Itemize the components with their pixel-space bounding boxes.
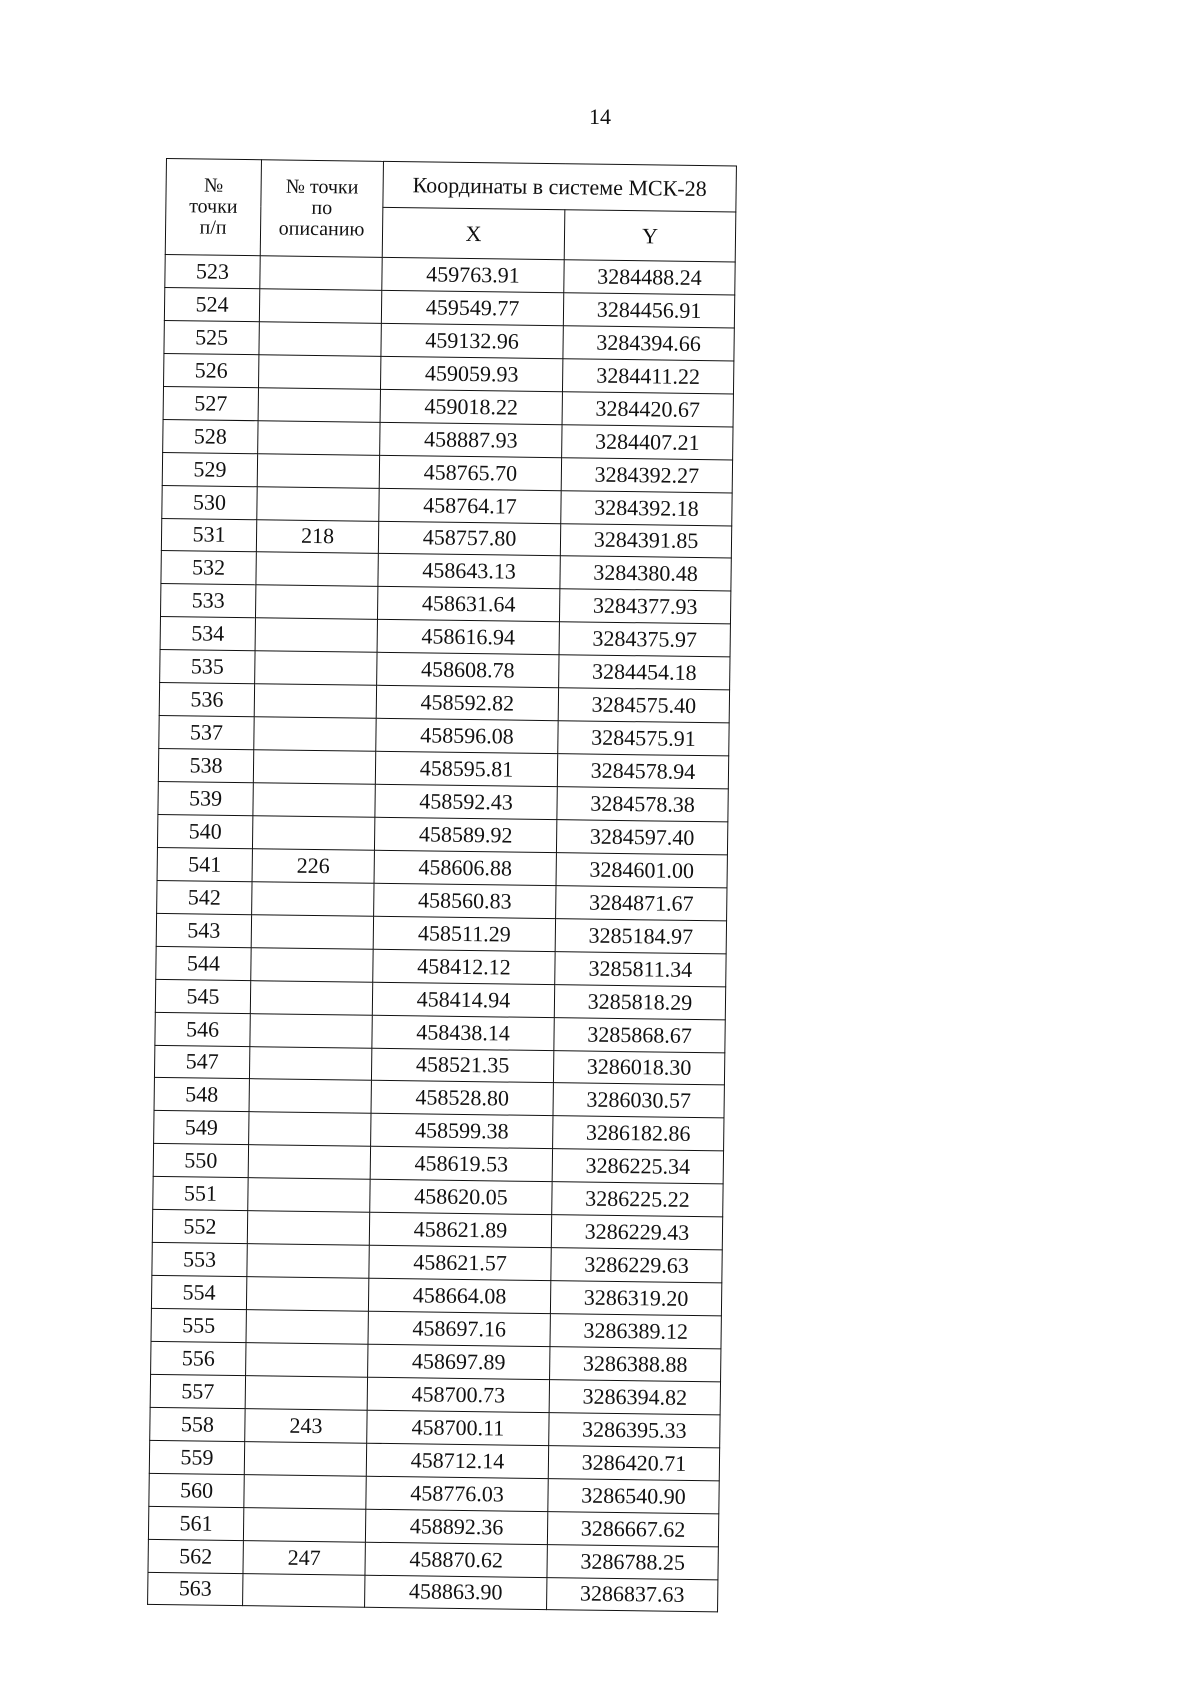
cell-description-number [258, 420, 380, 455]
cell-description-number [250, 1013, 372, 1048]
cell-x: 458887.93 [380, 422, 562, 457]
cell-y: 3286389.12 [550, 1314, 721, 1349]
cell-y: 3284575.40 [558, 688, 729, 723]
cell-y: 3285818.29 [554, 984, 725, 1019]
cell-description-number [245, 1376, 367, 1411]
cell-description-number [246, 1277, 368, 1312]
cell-y: 3284377.93 [559, 589, 730, 624]
cell-x: 458592.82 [376, 685, 558, 720]
cell-x: 458528.80 [371, 1081, 553, 1116]
cell-description-number [249, 1046, 371, 1081]
cell-point-number: 524 [164, 287, 259, 321]
cell-description-number [248, 1178, 370, 1213]
cell-x: 459059.93 [380, 356, 562, 391]
cell-description-number [253, 783, 375, 818]
cell-y: 3284871.67 [556, 885, 727, 920]
cell-x: 458595.81 [375, 751, 557, 786]
cell-description-number [249, 1079, 371, 1114]
cell-y: 3284454.18 [559, 655, 730, 690]
cell-x: 458700.11 [367, 1410, 549, 1445]
cell-y: 3284391.85 [560, 523, 731, 558]
cell-y: 3286225.22 [552, 1182, 723, 1217]
cell-point-number: 556 [151, 1341, 246, 1375]
cell-point-number: 527 [163, 386, 258, 420]
cell-y: 3284375.97 [559, 622, 730, 657]
cell-y: 3284380.48 [560, 556, 731, 591]
cell-y: 3284597.40 [556, 820, 727, 855]
cell-description-number [260, 256, 382, 291]
cell-description-number [247, 1244, 369, 1279]
cell-point-number: 539 [158, 781, 253, 815]
cell-y: 3286394.82 [549, 1380, 720, 1415]
cell-point-number: 535 [160, 650, 255, 684]
cell-point-number: 537 [159, 716, 254, 750]
cell-description-number [248, 1145, 370, 1180]
cell-x: 458700.73 [367, 1377, 549, 1412]
cell-description-number [259, 355, 381, 390]
cell-point-number: 533 [160, 584, 255, 618]
cell-description-number: 226 [252, 849, 374, 884]
cell-x: 459018.22 [380, 389, 562, 424]
cell-description-number [246, 1343, 368, 1378]
cell-description-number [254, 684, 376, 719]
table-header [165, 159, 736, 262]
cell-x: 458592.43 [375, 784, 557, 819]
cell-y: 3286319.20 [550, 1281, 721, 1316]
cell-point-number: 561 [148, 1506, 243, 1540]
cell-point-number: 552 [152, 1210, 247, 1244]
cell-x: 458764.17 [379, 488, 561, 523]
cell-description-number: 243 [245, 1408, 367, 1443]
table-row [148, 1572, 718, 1612]
cell-y: 3286788.25 [547, 1544, 718, 1579]
cell-x: 458560.83 [374, 883, 556, 918]
cell-y: 3284578.38 [557, 787, 728, 822]
cell-y: 3284578.94 [557, 754, 728, 789]
cell-point-number: 547 [154, 1045, 249, 1079]
cell-y: 3284392.18 [561, 490, 732, 525]
cell-point-number: 536 [159, 683, 254, 717]
cell-x: 458863.90 [365, 1575, 547, 1610]
cell-point-number: 555 [151, 1308, 246, 1342]
table-body [148, 254, 736, 1612]
cell-x: 458596.08 [376, 718, 558, 753]
cell-point-number: 526 [164, 353, 259, 387]
header-coordinates-group: Координаты в системе МСК-28 [383, 161, 737, 212]
cell-point-number: 558 [150, 1407, 245, 1441]
cell-x: 458606.88 [374, 850, 556, 885]
cell-x: 458712.14 [366, 1443, 548, 1478]
cell-point-number: 530 [162, 485, 257, 519]
cell-description-number [257, 486, 379, 521]
cell-point-number: 544 [156, 946, 251, 980]
cell-x: 458697.16 [368, 1311, 550, 1346]
cell-y: 3286667.62 [547, 1511, 718, 1546]
cell-y: 3285184.97 [555, 918, 726, 953]
cell-y: 3286229.43 [551, 1215, 722, 1250]
cell-x: 458438.14 [372, 1015, 554, 1050]
cell-point-number: 540 [157, 814, 252, 848]
cell-description-number [244, 1441, 366, 1476]
cell-x: 458892.36 [365, 1509, 547, 1544]
cell-y: 3285811.34 [555, 951, 726, 986]
cell-description-number [257, 453, 379, 488]
cell-point-number: 559 [149, 1440, 244, 1474]
cell-point-number: 523 [165, 254, 260, 288]
header-x: X [382, 207, 565, 259]
cell-x: 459763.91 [382, 257, 564, 292]
cell-description-number [254, 717, 376, 752]
cell-description-number [247, 1211, 369, 1246]
cell-description-number [243, 1573, 365, 1608]
cell-point-number: 541 [157, 847, 252, 881]
coordinates-table [147, 158, 737, 1613]
page-number: 14 [589, 104, 611, 129]
cell-x: 458776.03 [366, 1476, 548, 1511]
cell-point-number: 563 [148, 1572, 243, 1606]
cell-point-number: 531 [161, 518, 256, 552]
cell-x: 458414.94 [372, 982, 554, 1017]
cell-point-number: 528 [163, 419, 258, 453]
cell-description-number [258, 387, 380, 422]
cell-description-number [255, 618, 377, 653]
cell-x: 458621.89 [369, 1212, 551, 1247]
cell-point-number: 546 [155, 1012, 250, 1046]
cell-x: 458616.94 [377, 620, 559, 655]
cell-x: 458664.08 [368, 1278, 550, 1313]
cell-x: 458643.13 [378, 554, 560, 589]
cell-description-number [252, 816, 374, 851]
cell-x: 458608.78 [377, 653, 559, 688]
cell-point-number: 538 [158, 749, 253, 783]
cell-point-number: 532 [161, 551, 256, 585]
cell-y: 3286182.86 [553, 1116, 724, 1151]
cell-description-number [244, 1474, 366, 1509]
cell-x: 459132.96 [381, 323, 563, 358]
cell-y: 3284392.27 [561, 457, 732, 492]
cell-description-number [259, 289, 381, 324]
cell-y: 3284575.91 [558, 721, 729, 756]
cell-x: 458765.70 [379, 455, 561, 490]
cell-y: 3284456.91 [563, 293, 734, 328]
cell-point-number: 542 [157, 880, 252, 914]
cell-point-number: 543 [156, 913, 251, 947]
cell-x: 459549.77 [381, 290, 563, 325]
cell-description-number [251, 914, 373, 949]
cell-point-number: 557 [150, 1374, 245, 1408]
cell-y: 3284488.24 [564, 260, 735, 295]
cell-point-number: 548 [154, 1078, 249, 1112]
cell-description-number [259, 322, 381, 357]
cell-y: 3286030.57 [553, 1083, 724, 1118]
cell-y: 3286225.34 [552, 1149, 723, 1184]
cell-point-number: 554 [151, 1275, 246, 1309]
cell-x: 458619.53 [370, 1147, 552, 1182]
cell-y: 3286837.63 [547, 1577, 718, 1612]
cell-description-number [249, 1112, 371, 1147]
cell-x: 458511.29 [373, 916, 555, 951]
cell-x: 458621.57 [369, 1245, 551, 1280]
cell-point-number: 525 [164, 320, 259, 354]
cell-x: 458521.35 [371, 1048, 553, 1083]
cell-point-number: 560 [149, 1473, 244, 1507]
cell-description-number: 218 [256, 519, 378, 554]
cell-y: 3284394.66 [563, 326, 734, 361]
cell-x: 458412.12 [373, 949, 555, 984]
cell-y: 3286229.63 [551, 1248, 722, 1283]
cell-point-number: 545 [155, 979, 250, 1013]
header-point-number: № точки п/п [165, 159, 261, 256]
header-description-number: № точки по описанию [260, 160, 383, 258]
cell-x: 458631.64 [377, 587, 559, 622]
cell-description-number [252, 882, 374, 917]
cell-y: 3284407.21 [562, 424, 733, 459]
cell-x: 458757.80 [378, 521, 560, 556]
cell-y: 3284411.22 [562, 359, 733, 394]
cell-description-number [250, 980, 372, 1015]
cell-x: 458620.05 [370, 1180, 552, 1215]
cell-description-number: 247 [243, 1540, 365, 1575]
cell-y: 3286395.33 [549, 1412, 720, 1447]
cell-description-number [253, 750, 375, 785]
cell-point-number: 529 [162, 452, 257, 486]
cell-y: 3284420.67 [562, 391, 733, 426]
cell-y: 3284601.00 [556, 853, 727, 888]
cell-x: 458870.62 [365, 1542, 547, 1577]
cell-point-number: 534 [160, 617, 255, 651]
cell-x: 458589.92 [374, 817, 556, 852]
cell-x: 458599.38 [371, 1114, 553, 1149]
header-y: Y [564, 210, 736, 262]
cell-point-number: 550 [153, 1144, 248, 1178]
cell-y: 3286420.71 [548, 1445, 719, 1480]
cell-x: 458697.89 [368, 1344, 550, 1379]
cell-y: 3286540.90 [548, 1478, 719, 1513]
cell-y: 3285868.67 [554, 1017, 725, 1052]
cell-y: 3286388.88 [550, 1347, 721, 1382]
cell-description-number [255, 585, 377, 620]
cell-y: 3286018.30 [553, 1050, 724, 1085]
cell-description-number [243, 1507, 365, 1542]
cell-point-number: 549 [154, 1111, 249, 1145]
cell-point-number: 562 [148, 1539, 243, 1573]
cell-point-number: 551 [153, 1177, 248, 1211]
cell-description-number [256, 552, 378, 587]
cell-description-number [255, 651, 377, 686]
cell-point-number: 553 [152, 1243, 247, 1277]
cell-description-number [251, 947, 373, 982]
cell-description-number [246, 1310, 368, 1345]
